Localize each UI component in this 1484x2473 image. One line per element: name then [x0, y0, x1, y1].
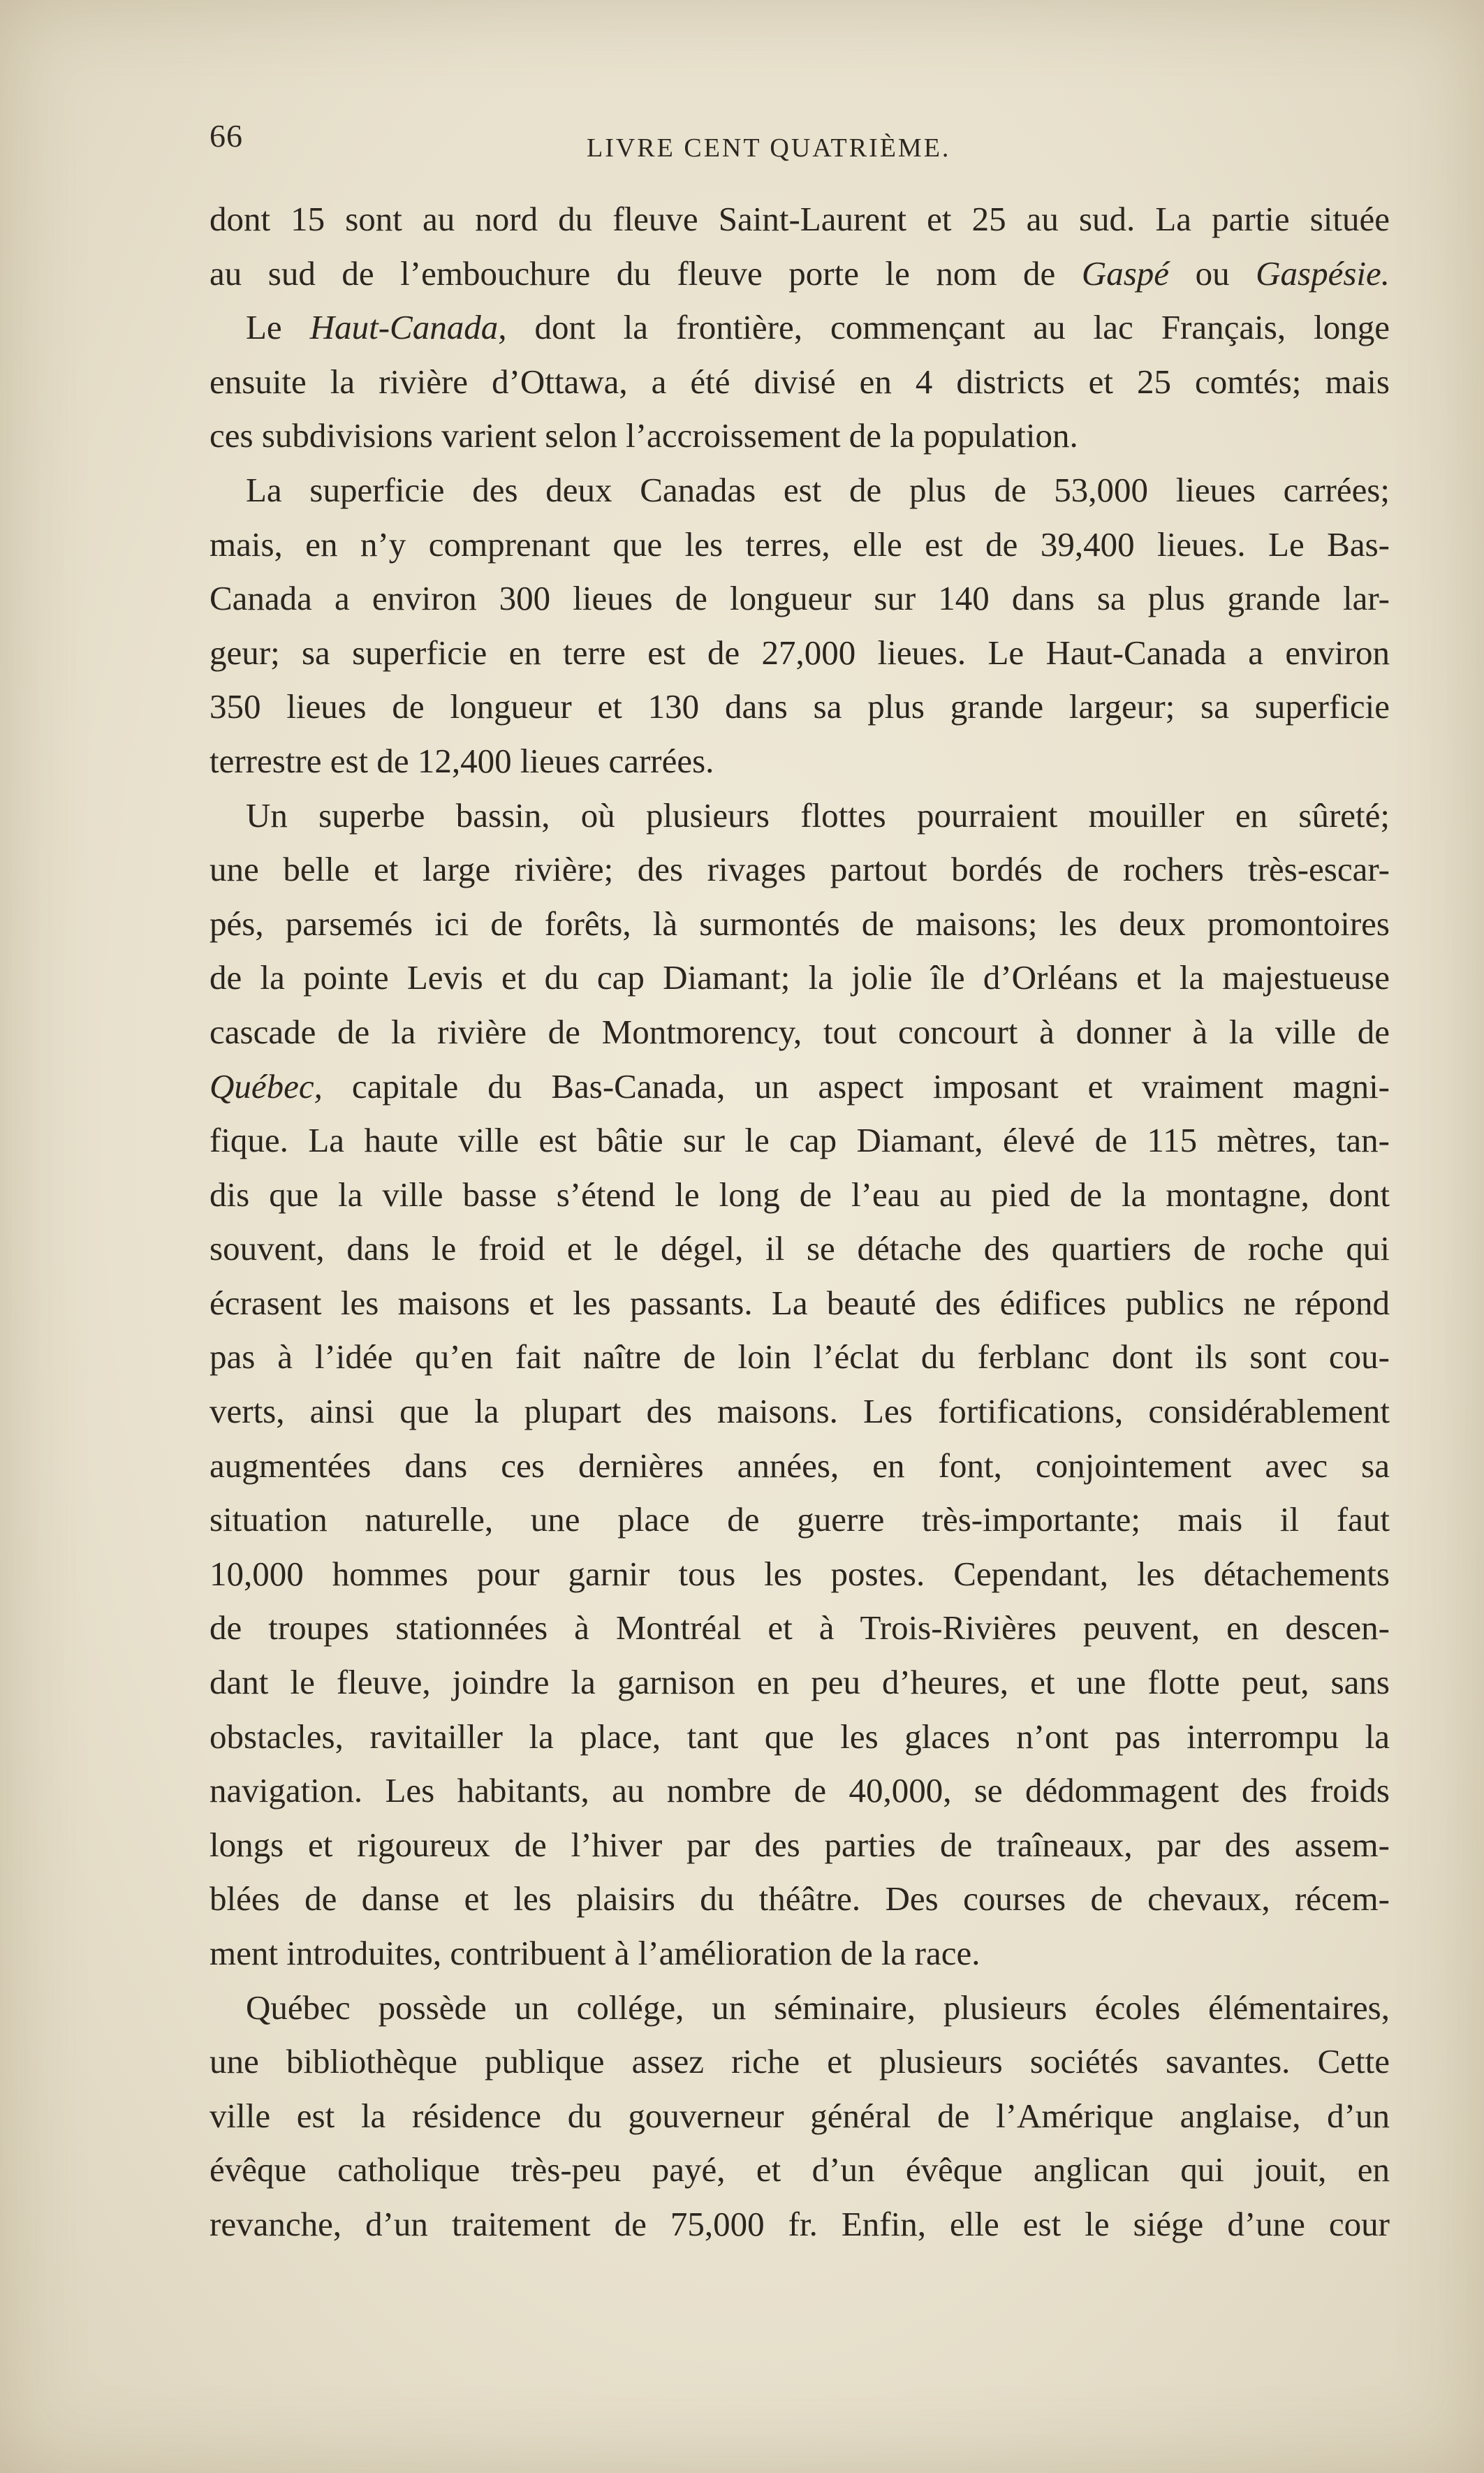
text-line: ensuite la rivière d’Ottawa, a été divisé en 4 districts et 25 comtés; mais	[210, 362, 1390, 401]
text-line: au sud de l’embouchure du fleuve porte le nom de Gaspé ou Gaspésie.	[210, 254, 1390, 293]
text-line: revanche, d’un traitement de 75,000 fr. Enfin, elle est le siége d’une cour	[210, 2204, 1390, 2243]
text-line: cascade de la rivière de Montmorency, tout concourt à donner à la ville de	[210, 1012, 1390, 1051]
text-line: situation naturelle, une place de guerre très-importante; mais il faut	[210, 1500, 1390, 1539]
running-head	[210, 117, 1397, 166]
body-text	[210, 192, 1390, 2252]
text-line: verts, ainsi que la plupart des maisons. Les fortifications, considérablement	[210, 1392, 1390, 1431]
text-line: évêque catholique très-peu payé, et d’un évêque anglican qui jouit, en	[210, 2150, 1390, 2189]
running-title: LIVRE CENT QUATRIÈME.	[587, 133, 951, 163]
text-line: pas à l’idée qu’en fait naître de loin l’éclat du ferblanc dont ils sont cou-	[210, 1337, 1390, 1377]
paragraph-end-line: ment introduites, contribuent à l’amélioration de la race.	[210, 1934, 980, 1972]
text-line: blées de danse et les plaisirs du théâtre. Des courses de chevaux, récem-	[210, 1879, 1390, 1918]
text-line: de la pointe Levis et du cap Diamant; la jolie île d’Orléans et la majestueuse	[210, 958, 1390, 997]
text-line: ville est la résidence du gouverneur général de l’Amérique anglaise, d’un	[210, 2096, 1390, 2135]
text-line: geur; sa superficie en terre est de 27,000 lieues. Le Haut-Canada a environ	[210, 633, 1390, 672]
page-number: 66	[210, 118, 243, 154]
text-line: augmentées dans ces dernières années, en font, conjointement avec sa	[210, 1446, 1390, 1485]
paragraph-end-line: ces subdivisions varient selon l’accroissement de la population.	[210, 416, 1078, 455]
text-line: écrasent les maisons et les passants. La beauté des édifices publics ne répond	[210, 1283, 1390, 1322]
text-line: dant le fleuve, joindre la garnison en peu d’heures, et une flotte peut, sans	[210, 1663, 1390, 1702]
text-line: une belle et large rivière; des rivages partout bordés de rochers très-escar-	[210, 850, 1390, 889]
paragraph-start-line: Le Haut-Canada, dont la frontière, commençant au lac Français, longe	[246, 308, 1390, 347]
text-line: dis que la ville basse s’étend le long de l’eau au pied de la montagne, dont	[210, 1175, 1390, 1214]
text-line: dont 15 sont au nord du fleuve Saint-Laurent et 25 au sud. La partie située	[210, 200, 1390, 238]
text-line: Québec, capitale du Bas-Canada, un aspect imposant et vraiment magni-	[210, 1066, 1390, 1106]
text-line: 350 lieues de longueur et 130 dans sa plus grande largeur; sa superficie	[210, 687, 1390, 726]
text-line: navigation. Les habitants, au nombre de 40,000, se dédommagent des froids	[210, 1771, 1390, 1810]
text-line: obstacles, ravitailler la place, tant que les glaces n’ont pas interrompu la	[210, 1717, 1390, 1756]
text-line: une bibliothèque publique assez riche et plusieurs sociétés savantes. Cette	[210, 2042, 1390, 2081]
text-line: fique. La haute ville est bâtie sur le cap Diamant, élevé de 115 mètres, tan-	[210, 1121, 1390, 1160]
text-line: 10,000 hommes pour garnir tous les postes. Cependant, les détachements	[210, 1554, 1390, 1593]
text-line: de troupes stationnées à Montréal et à Trois-Rivières peuvent, en descen-	[210, 1608, 1390, 1648]
text-line: mais, en n’y comprenant que les terres, elle est de 39,400 lieues. Le Bas-	[210, 524, 1390, 564]
text-line: souvent, dans le froid et le dégel, il se détache des quartiers de roche qui	[210, 1229, 1390, 1268]
paragraph-start-line: La superficie des deux Canadas est de plus de 53,000 lieues carrées;	[246, 470, 1390, 509]
text-line: Canada a environ 300 lieues de longueur sur 140 dans sa plus grande lar-	[210, 579, 1390, 618]
paragraph-start-line: Un superbe bassin, où plusieurs flottes pourraient mouiller en sûreté;	[246, 795, 1390, 835]
text-line: pés, parsemés ici de forêts, là surmontés de maisons; les deux promontoires	[210, 904, 1390, 943]
paragraph-start-line: Québec possède un collége, un séminaire, plusieurs écoles élémentaires,	[246, 1988, 1390, 2027]
text-line: longs et rigoureux de l’hiver par des parties de traîneaux, par des assem-	[210, 1825, 1390, 1864]
paragraph-end-line: terrestre est de 12,400 lieues carrées.	[210, 741, 714, 780]
